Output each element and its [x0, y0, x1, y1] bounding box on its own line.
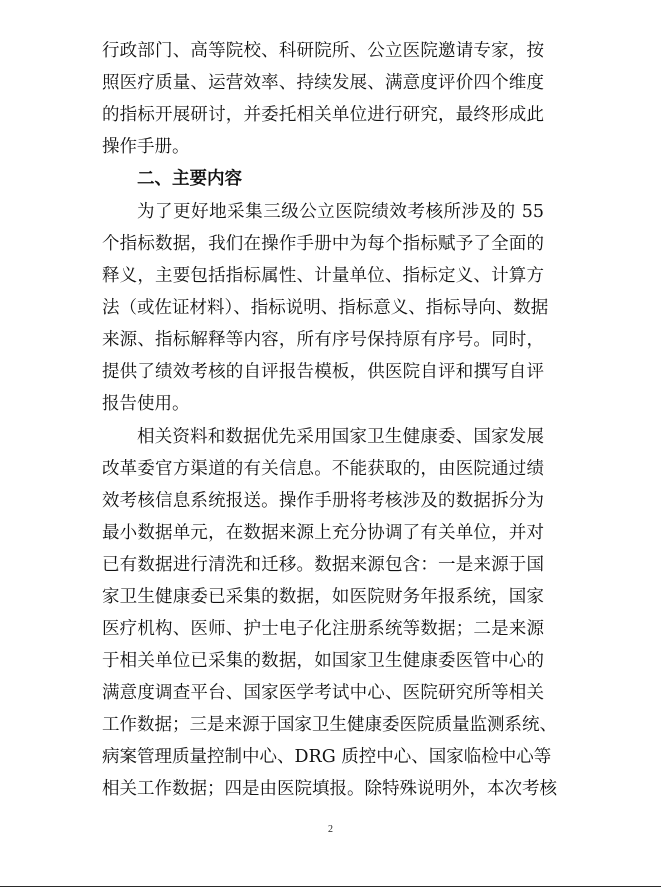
paragraph-3-line-4: 最小数据单元，在数据来源上充分协调了有关单位，并对: [102, 523, 544, 543]
paragraph-2-line-3: 释义，主要包括指标属性、计量单位、指标定义、计算方: [102, 266, 544, 286]
paragraph-3-line-5: 已有数据进行清洗和迁移。数据来源包含：一是来源于国: [102, 555, 544, 575]
paragraph-2-line-6: 提供了绩效考核的自评报告模板，供医院自评和撰写自评: [102, 362, 544, 382]
paragraph-2-line-5: 来源、指标解释等内容，所有序号保持原有序号。同时，: [102, 330, 544, 350]
paragraph-2-line-7: 报告使用。: [102, 394, 190, 414]
paragraph-3-line-6: 家卫生健康委已采集的数据，如医院财务年报系统，国家: [102, 587, 544, 607]
paragraph-1-line-2: 照医疗质量、运营效率、持续发展、满意度评价四个维度: [102, 73, 544, 93]
paragraph-3-line-1: 相关资料和数据优先采用国家卫生健康委、国家发展: [137, 427, 544, 447]
paragraph-3-line-7: 医疗机构、医师、护士电子化注册系统等数据；二是来源: [102, 619, 544, 639]
paragraph-1-line-4: 操作手册。: [102, 137, 190, 157]
paragraph-3-line-3: 效考核信息系统报送。操作手册将考核涉及的数据拆分为: [102, 491, 544, 511]
paragraph-2-line-1: 为了更好地采集三级公立医院绩效考核所涉及的 55: [137, 202, 544, 222]
section-heading: 二、主要内容: [137, 169, 242, 189]
page-number: 2: [328, 824, 333, 835]
paragraph-1-line-1: 行政部门、高等院校、科研院所、公立医院邀请专家，按: [102, 41, 544, 61]
paragraph-1-line-3: 的指标开展研讨，并委托相关单位进行研究，最终形成此: [102, 105, 544, 125]
paragraph-3-line-2: 改革委官方渠道的有关信息。不能获取的，由医院通过绩: [102, 459, 544, 479]
paragraph-3-line-10: 工作数据；三是来源于国家卫生健康委医院质量监测系统、: [102, 715, 557, 735]
paragraph-3-line-8: 于相关单位已采集的数据，如国家卫生健康委医管中心的: [102, 651, 544, 671]
paragraph-2-line-4: 法（或佐证材料）、指标说明、指标意义、指标导向、数据: [102, 298, 549, 318]
paragraph-3-line-9: 满意度调查平台、国家医学考试中心、医院研究所等相关: [102, 683, 544, 703]
page-bottom-divider: [0, 886, 661, 887]
paragraph-3-line-12: 相关工作数据；四是由医院填报。除特殊说明外，本次考核: [102, 779, 557, 799]
paragraph-3-line-11: 病案管理质量控制中心、DRG 质控中心、国家临检中心等: [102, 747, 552, 767]
paragraph-2-line-2: 个指标数据，我们在操作手册中为每个指标赋予了全面的: [102, 234, 544, 254]
